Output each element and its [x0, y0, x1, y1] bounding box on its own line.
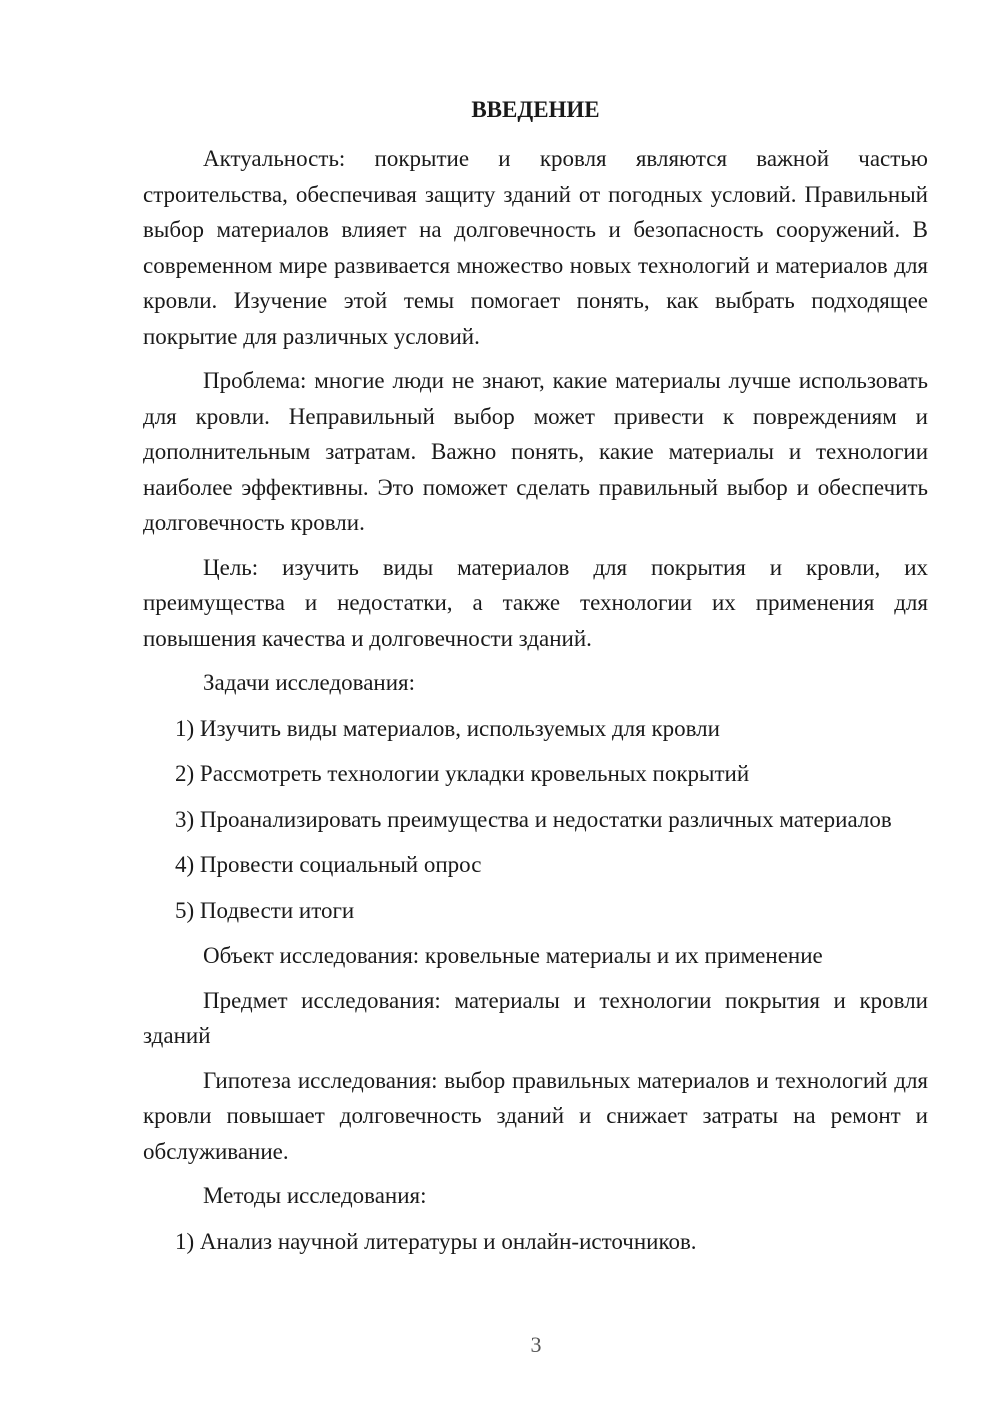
task-item: 2) Рассмотреть технологии укладки кровельных покрытий — [175, 761, 750, 786]
task-item: 4) Провести социальный опрос — [175, 852, 482, 877]
tasks-list — [143, 711, 928, 929]
page-title: ВВЕДЕНИЕ — [471, 97, 600, 122]
page-content — [143, 91, 928, 1269]
page-number: 3 — [530, 1332, 542, 1357]
object-paragraph: Объект исследования: кровельные материалы и их применение — [203, 943, 823, 968]
problem-paragraph: Проблема: многие люди не знают, какие материалы лучше использовать для кровли. Неправильный выбор может привести к повреждениям и дополнительным затратам. Важно понять, какие материалы и технологии наиболее эффективны. Это поможет сделать правильный выбор и обеспечить долговечность кровли. — [143, 368, 928, 535]
tasks-heading: Задачи исследования: — [203, 670, 416, 695]
goal-paragraph: Цель: изучить виды материалов для покрытия и кровли, их преимущества и недостатки, а также технологии их применения для повышения качества и долговечности зданий. — [143, 554, 928, 651]
task-item: 5) Подвести итоги — [175, 897, 355, 923]
subject-paragraph: Предмет исследования: материалы и технологии покрытия и кровли зданий — [143, 987, 928, 1048]
task-item: 3) Проанализировать преимущества и недостатки различных материалов — [175, 806, 892, 832]
task-item: 1) Изучить виды материалов, используемых для кровли — [175, 715, 720, 741]
methods-heading: Методы исследования: — [203, 1183, 427, 1208]
methods-list — [143, 1224, 928, 1260]
method-item: 1) Анализ научной литературы и онлайн-источников. — [175, 1228, 697, 1254]
hypothesis-paragraph: Гипотеза исследования: выбор правильных материалов и технологий для кровли повышает долговечность зданий и снижает затраты на ремонт и обслуживание. — [143, 1067, 928, 1164]
relevance-paragraph: Актуальность: покрытие и кровля являются важной частью строительства, обеспечивая защиту зданий от погодных условий. Правильный выбор материалов влияет на долговечность и безопасность сооружений. В современном мире развивается множество новых технологий и материалов для кровли. Изучение этой темы помогает понять, как выбрать подходящее покрытие для различных условий. — [143, 146, 928, 349]
